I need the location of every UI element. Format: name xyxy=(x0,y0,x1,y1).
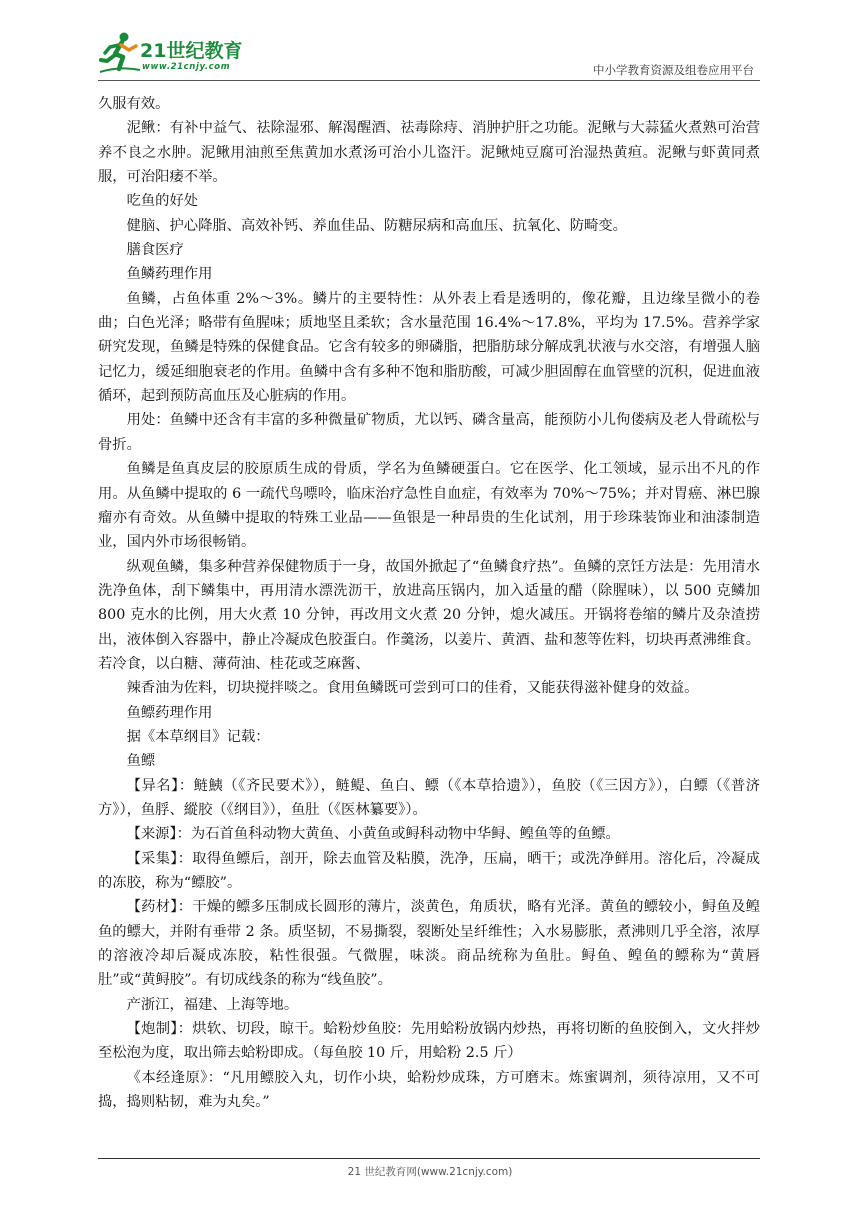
paragraph: 健脑、护心降脂、高效补钙、养血佳品、防糖尿病和高血压、抗氧化、防畸变。 xyxy=(126,217,627,234)
paragraph: 产浙江，福建、上海等地。 xyxy=(126,996,299,1013)
section-heading: 鱼鳞药理作用 xyxy=(126,266,213,283)
paragraph: 久服有效。 xyxy=(98,96,170,112)
header-divider xyxy=(98,80,760,81)
paragraph: 泥鳅：有补中益气、祛除湿邪、解渴醒酒、祛毒除痔、消肿护肝之功能。泥鳅与大蒜猛火煮熟可治营养不良之水肿。泥鳅用油煎至焦黄加水煮汤可治小儿盗汗。泥鳅炖豆腐可治湿热黄疸。泥鳅与虾黄同煮服，可治阳痿不举。 xyxy=(98,120,760,186)
paragraph: 【炮制】：烘软、切段，晾干。蛤粉炒鱼胶：先用蛤粉放锅内炒热，再将切断的鱼胶倒入，文火拌炒至松泡为度，取出筛去蛤粉即成。（每鱼胶 10 斤，用蛤粉 2.5 斤） xyxy=(98,1021,760,1062)
paragraph: 《本经逢原》：“凡用鳔胶入丸，切作小块，蛤粉炒成珠，方可磨末。炼蜜调剂，须待凉用，又不可捣，捣则粘韧，难为丸矣。” xyxy=(98,1069,760,1111)
platform-name: 中小学教育资源及组卷应用平台 xyxy=(593,63,754,77)
paragraph: 鱼鳞，占鱼体重 2%～3%。鳞片的主要特性：从外表上看是透明的，像花瓣，且边缘呈微小的卷曲；白色光泽；略带有鱼腥味；质地坚且柔软；含水量范围 16.4%～17.8%，平均为 17.5%。营养学家研究发现，鱼鳞是特殊的保健食品。它含有较多的卵磷脂，把脂肪球分解成乳状液与水交溶，有增强人脑记忆力，缓延细胞衰老的作用。鱼鳞中含有多种不饱和脂肪酸，可减少胆固醇在血管壁的沉积，促进血液循环，起到预防高血压及心脏病的作用。 xyxy=(98,290,760,405)
footer-divider xyxy=(98,1158,760,1159)
paragraph: 用处：鱼鳞中还含有丰富的多种微量矿物质，尤以钙、磷含量高，能预防小儿佝偻病及老人骨疏松与骨折。 xyxy=(98,412,760,453)
paragraph: 【药材】：干燥的鳔多压制成长圆形的薄片，淡黄色，角质状，略有光泽。黄鱼的鳔较小，鲟鱼及鳇鱼的鳔大，并附有垂带 2 条。质坚韧，不易撕裂，裂断处呈纤维性；入水易膨胀，煮沸则几乎全溶，浓厚的溶液冷却后凝成冻胶，粘性很强。气微腥，味淡。商品统称为鱼肚。鲟鱼、鳇鱼的鳔称为“黄唇肚”或“黄鲟胶”。有切成线条的称为“线鱼胶”。 xyxy=(98,899,760,989)
paragraph: 据《本草纲目》记载： xyxy=(126,728,270,745)
document-body xyxy=(98,92,760,1114)
paragraph: 鱼鳞是鱼真皮层的胶原质生成的骨质，学名为鱼鳞硬蛋白。它在医学、化工领域，显示出不凡的作用。从鱼鳞中提取的 6 一疏代鸟嘌呤，临床治疗急性自血症，有效率为 70%～75%；并对胃癌、淋巴腺瘤亦有奇效。从鱼鳞中提取的特殊工业品——鱼银是一种昂贵的生化试剂，用于珍珠装饰业和油漆制造业，国内外市场很畅销。 xyxy=(98,461,760,551)
section-heading: 吃鱼的好处 xyxy=(126,193,199,210)
paragraph: 纵观鱼鳞，集多种营养保健物质于一身，故国外掀起了“鱼鳞食疗热”。鱼鳞的烹饪方法是：先用清水洗净鱼体，刮下鳞集中，再用清水漂洗沥干，放进高压锅内，加入适量的醋（除腥味），以 500 克鳞加 800 克水的比例，用大火煮 10 分钟，再改用文火煮 20 分钟，熄火减压。开锅将卷缩的鳞片及杂渣捞出，液体倒入容器中，静止冷凝成色胶蛋白。作羹汤，以姜片、黄酒、盐和葱等佐料，切块再煮沸维食。若冷食，以白糖、薄荷油、桂花或芝麻酱、 xyxy=(98,558,760,672)
logo-url: www.21cnjy.com xyxy=(142,62,231,72)
footer-link[interactable]: 21 世纪教育网(www.21cnjy.com) xyxy=(347,1166,513,1178)
paragraph: 【来源】：为石首鱼科动物大黄鱼、小黄鱼或鲟科动物中华鲟、鳇鱼等的鱼鳔。 xyxy=(126,826,620,843)
logo-text: 21世纪教育 xyxy=(140,40,243,62)
paragraph: 【采集】：取得鱼鳔后，剖开，除去血管及粘膜，洗净，压扁，晒干；或洗净鲜用。溶化后，冷凝成的冻胶，称为“鳔胶”。 xyxy=(98,850,760,891)
page-header xyxy=(98,30,760,82)
site-logo[interactable] xyxy=(98,30,268,78)
section-heading: 鱼鳔 xyxy=(126,753,156,770)
section-heading: 膳食医疗 xyxy=(126,242,184,259)
runner-icon xyxy=(98,30,142,76)
paragraph: 【异名】：鲢鮧（《齐民要术》），鲢鳀、鱼白、鳔（《本草拾遗》），鱼胶（《三因方》），白鳔（《普济方》），鱼脬、縱胶（《纲目》），鱼肚（《医林纂要》）。 xyxy=(98,777,760,818)
paragraph: 辣香油为佐料，切块搅拌啖之。食用鱼鳞既可尝到可口的佳肴，又能获得滋补健身的效益。 xyxy=(126,680,699,697)
section-heading: 鱼鳔药理作用 xyxy=(126,704,213,721)
